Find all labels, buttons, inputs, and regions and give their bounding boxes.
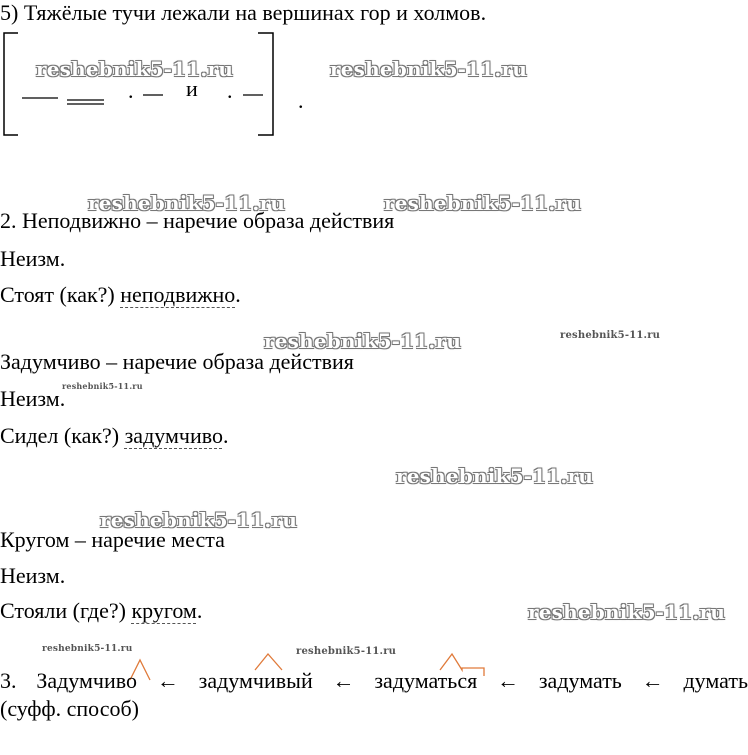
watermark: reshebnik5-11.ru [88,191,286,215]
scheme-dot-1: . [128,78,134,103]
entry-1-adverb: неподвижно [120,282,236,307]
watermark: reshebnik5-11.ru [330,57,528,81]
watermark: reshebnik5-11.ru [560,330,661,341]
entry-3-example-post: . [196,598,203,623]
entry-2-adverb: задумчиво [124,423,223,448]
watermark: reshebnik5-11.ru [384,191,582,215]
derivation-method: (суфф. способ) [0,696,140,721]
entry-2-example-pre: Сидел (как?) [0,423,125,448]
derivation-chain: 3. Задумчиво ← задумчивый ← задуматься ← задумать ← думать [0,668,748,693]
sentence-scheme [0,25,330,150]
entry-1-example-pre: Стоят (как?) [0,282,121,307]
watermark: reshebnik5-11.ru [264,329,462,353]
entry-1-form: Неизм. [0,246,66,271]
entry-1-example [0,282,241,308]
entry-3-example [0,598,202,624]
watermark: reshebnik5-11.ru [42,644,133,654]
entry-2-head: Задумчиво – наречие образа действия [0,349,354,374]
entry-1-example-post: . [235,282,241,307]
entry-3-head: Кругом – наречие места [0,527,225,552]
entry-3-adverb: кругом [131,598,197,623]
watermark: reshebnik5-11.ru [396,464,594,488]
scheme-end-dot: . [298,88,304,113]
scheme-dot-2: . [227,78,233,103]
scheme-conjunction: и [186,76,198,101]
entry-3-form: Неизм. [0,563,66,588]
watermark: reshebnik5-11.ru [62,381,143,391]
watermark: reshebnik5-11.ru [100,508,298,532]
entry-2-example [0,423,228,449]
entry-2-form: Неизм. [0,386,66,411]
entry-1-head: 2. Неподвижно – наречие образа действия [0,208,395,233]
watermark: reshebnik5-11.ru [36,57,234,81]
entry-3-example-pre: Стояли (где?) [0,598,132,623]
entry-2-example-post: . [222,423,229,448]
watermark: reshebnik5-11.ru [296,646,397,657]
sentence-5: 5) Тяжёлые тучи лежали на вершинах гор и холмов. [0,0,487,25]
watermark: reshebnik5-11.ru [528,600,726,624]
